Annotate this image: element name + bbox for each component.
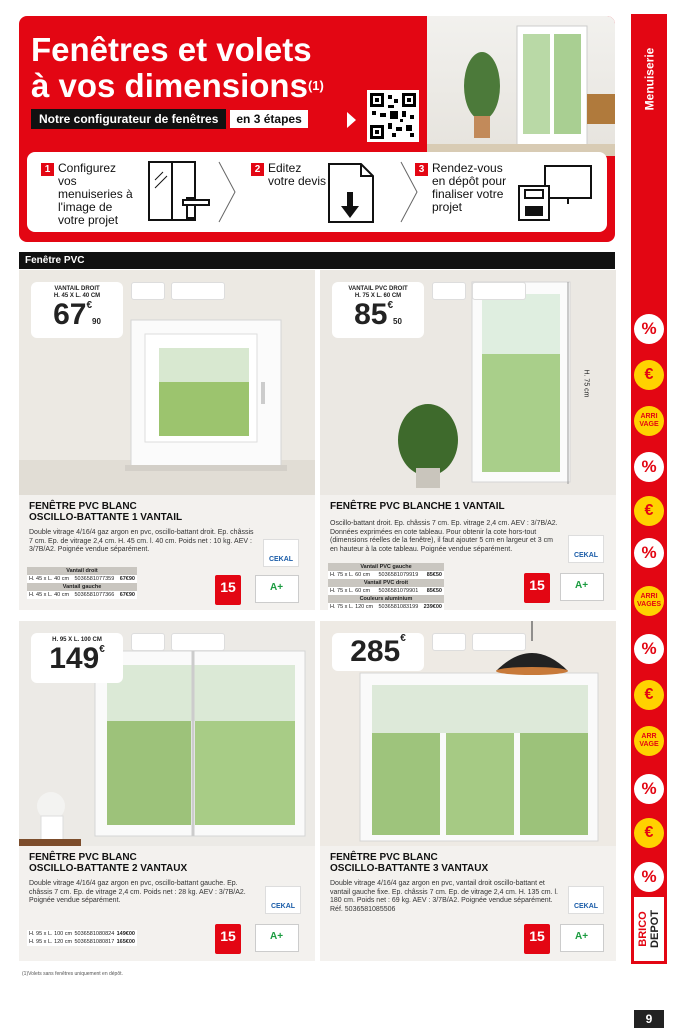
configurator-label: Notre configurateur de fenêtres xyxy=(31,109,226,129)
guarantee-badge: 15 xyxy=(524,924,550,954)
cekal-logo: CEKAL xyxy=(263,539,299,567)
footnote: (1)Volets sans fenêtres uniquement en dépôt. xyxy=(22,971,123,977)
price-tag: H. 95 X L. 100 CM 149€ xyxy=(31,633,123,683)
guarantee-badge: 15 xyxy=(215,924,241,954)
energy-label: A+ xyxy=(560,924,604,952)
percent-icon: % xyxy=(634,538,664,568)
origin-badge xyxy=(432,633,466,651)
origin-badge xyxy=(131,633,165,651)
euro-icon: € xyxy=(634,360,664,390)
product-title: FENÊTRE PVC BLANC OSCILLO-BATTANTE 3 VANTAUX xyxy=(330,852,489,874)
energy-label: A+ xyxy=(255,575,299,603)
product-info xyxy=(19,495,315,610)
product-info xyxy=(320,495,616,610)
arrivage-icon: ARRI VAGE xyxy=(634,406,664,436)
product-card[interactable] xyxy=(320,270,616,610)
sidebar xyxy=(631,14,667,964)
euro-icon: € xyxy=(634,496,664,526)
origin-badge xyxy=(131,282,165,300)
cekal-logo: CEKAL xyxy=(568,535,604,563)
section-label: Fenêtre PVC xyxy=(19,252,615,269)
height-dimension: H. 75 cm xyxy=(582,369,590,398)
product-description: Double vitrage 4/16/4 gaz argon en pvc, vantail droit oscillo-battant et vantail gauche fixe. Ep. châssis 7 cm. Ep. de vitrage 2,4 cm. H. 135 cm. l. 180 cm. Poids net : 69 kg. AEV : 3/7B/A2. Poignée vendue séparément. Réf. 5036581085506 xyxy=(330,880,558,913)
reference-table: Vantail droit H. 45 x L. 40 cm 5036581077359 67€90 Vantail gauche H. 45 x L. 40 cm 5036581077366 67€90 xyxy=(27,567,137,599)
label-badge xyxy=(171,633,225,651)
step-2: 2 Editez votre devis xyxy=(251,162,328,188)
energy-label: A+ xyxy=(255,924,299,952)
configurator-steps: en 3 étapes xyxy=(230,110,307,128)
configurator-bar xyxy=(31,109,308,129)
label-badge xyxy=(472,282,526,300)
product-title: FENÊTRE PVC BLANCHE 1 VANTAIL xyxy=(330,501,505,512)
label-badge xyxy=(171,282,225,300)
euro-icon: € xyxy=(634,818,664,848)
percent-icon: % xyxy=(634,452,664,482)
qr-code[interactable] xyxy=(367,90,419,142)
brand-logo: BRICO DEPOT xyxy=(632,895,666,963)
guarantee-badge: 15 xyxy=(524,573,550,603)
euro-icon: € xyxy=(634,680,664,710)
percent-icon: % xyxy=(634,314,664,344)
step-3: 3 Rendez-vous en dépôt pour finaliser votre projet xyxy=(415,162,512,214)
room-photo xyxy=(427,16,615,156)
price-tag: VANTAIL PVC DROIT H. 75 X L. 60 CM 85€50 xyxy=(332,282,424,338)
sidebar-title: Menuiserie xyxy=(642,47,657,111)
step-1: 1 Configurez vos menuiseries à l'image de votre projet xyxy=(41,162,138,227)
page-number: 9 xyxy=(634,1010,664,1028)
arrivage-icon: ARR VAGE xyxy=(634,726,664,756)
origin-badge xyxy=(432,282,466,300)
energy-label: A+ xyxy=(560,573,604,601)
product-title: FENÊTRE PVC BLANC OSCILLO-BATTANTE 2 VANTAUX xyxy=(29,852,188,874)
product-description: Oscillo-battant droit. Ep. châssis 7 cm. Ep. vitrage 2,4 cm. AEV : 3/7B/A2. Données exprimées en cote tableau. Pour obtenir la cote hors-tout (dimensions réelles de la fenêtre), il faut ajouter 5 cm en largeur et 3 cm en hauteur à la cote tableau. Poignée vendue séparément. xyxy=(330,520,558,553)
arrivage-icon: ARRI VAGES xyxy=(634,586,664,616)
cekal-logo: CEKAL xyxy=(568,886,604,914)
product-card[interactable] xyxy=(19,270,315,610)
cekal-logo: CEKAL xyxy=(265,886,301,914)
product-card[interactable] xyxy=(320,621,616,961)
download-document-icon xyxy=(327,162,377,224)
percent-icon: % xyxy=(634,634,664,664)
hero-banner xyxy=(19,16,615,242)
product-description: Double vitrage 4/16/4 gaz argon en pvc, oscillo-battant gauche. Ep. châssis 7 cm. Ep. de vitrage 2,4 cm. Poids net : 28 kg. AEV : 3/7B/A2. Poignée vendue séparément. xyxy=(29,880,246,904)
price-tag: 285€ xyxy=(332,633,424,671)
price-tag: VANTAIL DROIT H. 45 X L. 40 CM 67€90 xyxy=(31,282,123,338)
percent-icon: % xyxy=(634,774,664,804)
page-title: Fenêtres et volets à vos dimensions$^{(1)}$ xyxy=(31,31,324,104)
reference-table: Vantail PVC gauche H. 75 x L. 60 cm 5036581079919 85€50 Vantail PVC droit H. 75 x L. 60 cm 5036581079901 85€50 Couleurs aluminium H. 75 x L. 120 cm 5036581083199 239€00 xyxy=(328,563,444,610)
reference-table: H. 95 x L. 100 cm 5036581080824 149€00 H. 95 x L. 120 cm 5036581080817 165€00 xyxy=(27,930,137,946)
product-card[interactable] xyxy=(19,621,315,961)
guarantee-badge: 15 xyxy=(215,575,241,605)
product-info xyxy=(19,846,315,961)
steps-panel xyxy=(27,152,607,232)
percent-icon: % xyxy=(634,862,664,892)
chevron-right-icon xyxy=(217,160,237,224)
product-title: FENÊTRE PVC BLANC OSCILLO-BATTANTE 1 VANTAIL xyxy=(29,501,183,523)
label-badge xyxy=(472,633,526,651)
arrow-right-icon xyxy=(347,112,356,128)
computer-icon xyxy=(517,164,595,224)
window-icon xyxy=(147,160,213,224)
product-info xyxy=(320,846,616,961)
product-description: Double vitrage 4/16/4 gaz argon en pvc, oscillo-battant droit. Ep. châssis 7 cm. Ep. de vitrage 2,4 cm. H. 45 cm. l. 40 cm. Poids net : 10 kg. AEV : 3/7B/A2. Poignée vendue séparément. xyxy=(29,529,254,553)
